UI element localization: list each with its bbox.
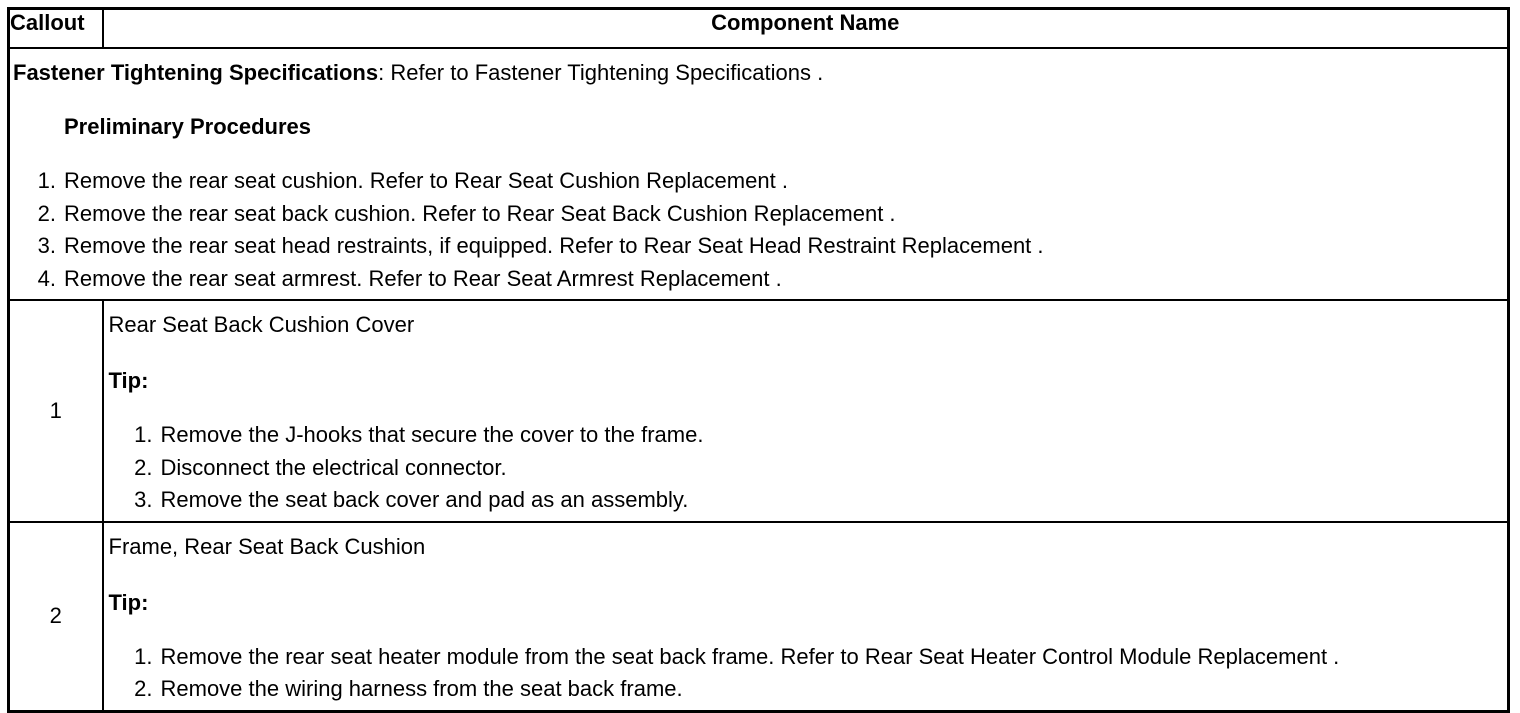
component-name-column-header: Component Name	[103, 9, 1509, 49]
component-cell	[103, 300, 1509, 522]
step-text: Remove the wiring harness from the seat back frame.	[160, 676, 683, 701]
step-number: 1.	[134, 422, 153, 447]
tip-label: Tip:	[108, 589, 149, 615]
list-item	[109, 419, 1508, 452]
step-text: Disconnect the electrical connector.	[160, 454, 507, 480]
fastener-spec-text: : Refer to Fastener Tightening Specifications .	[378, 60, 824, 85]
table-row	[9, 300, 1509, 522]
list-item	[10, 263, 1507, 296]
step-text: Remove the rear seat heater module from the seat back frame. Refer to Rear Seat Heater Control Module Replacement .	[160, 643, 1340, 669]
step-number: 2.	[134, 676, 153, 701]
tip-label: Tip:	[108, 368, 149, 393]
fastener-spec-line	[10, 57, 1507, 89]
list-item	[109, 641, 1508, 674]
callout-column-header: Callout	[9, 9, 103, 49]
step-number: 1.	[134, 643, 153, 669]
list-item	[109, 452, 1508, 485]
component-name: Frame, Rear Seat Back Cushion	[108, 533, 426, 559]
step-text: Remove the rear seat cushion. Refer to Rear Seat Cushion Replacement .	[64, 168, 788, 193]
step-number: 3.	[37, 233, 56, 258]
list-item	[10, 198, 1507, 231]
list-item	[109, 673, 1508, 706]
list-item	[109, 484, 1508, 517]
list-item	[10, 165, 1507, 198]
tip-steps-list	[109, 419, 1508, 517]
preliminary-procedures-heading: Preliminary Procedures	[64, 114, 312, 139]
step-number: 3.	[134, 487, 153, 512]
preliminary-steps-list	[10, 165, 1507, 295]
step-text: Remove the J-hooks that secure the cover to the frame.	[160, 422, 704, 447]
step-text: Remove the rear seat armrest. Refer to Rear Seat Armrest Replacement .	[64, 265, 782, 291]
callout-number: 2	[9, 522, 103, 712]
step-text: Remove the seat back cover and pad as an assembly.	[160, 487, 689, 512]
step-text: Remove the rear seat back cushion. Refer to Rear Seat Back Cushion Replacement .	[64, 200, 896, 226]
step-number: 1.	[37, 168, 56, 193]
procedure-table	[7, 7, 1510, 713]
fastener-spec-label: Fastener Tightening Specifications	[13, 60, 379, 85]
intro-cell	[9, 48, 1509, 300]
table-header-row	[9, 9, 1509, 49]
component-cell	[103, 522, 1509, 712]
step-text: Remove the rear seat head restraints, if equipped. Refer to Rear Seat Head Restraint Replacement .	[64, 233, 1044, 258]
step-number: 4.	[37, 265, 56, 291]
component-name: Rear Seat Back Cushion Cover	[108, 312, 415, 337]
list-item	[10, 230, 1507, 263]
step-number: 2.	[134, 454, 153, 480]
tip-steps-list	[109, 641, 1508, 706]
step-number: 2.	[37, 200, 56, 226]
intro-row	[9, 48, 1509, 300]
table-row	[9, 522, 1509, 712]
callout-number: 1	[9, 300, 103, 522]
